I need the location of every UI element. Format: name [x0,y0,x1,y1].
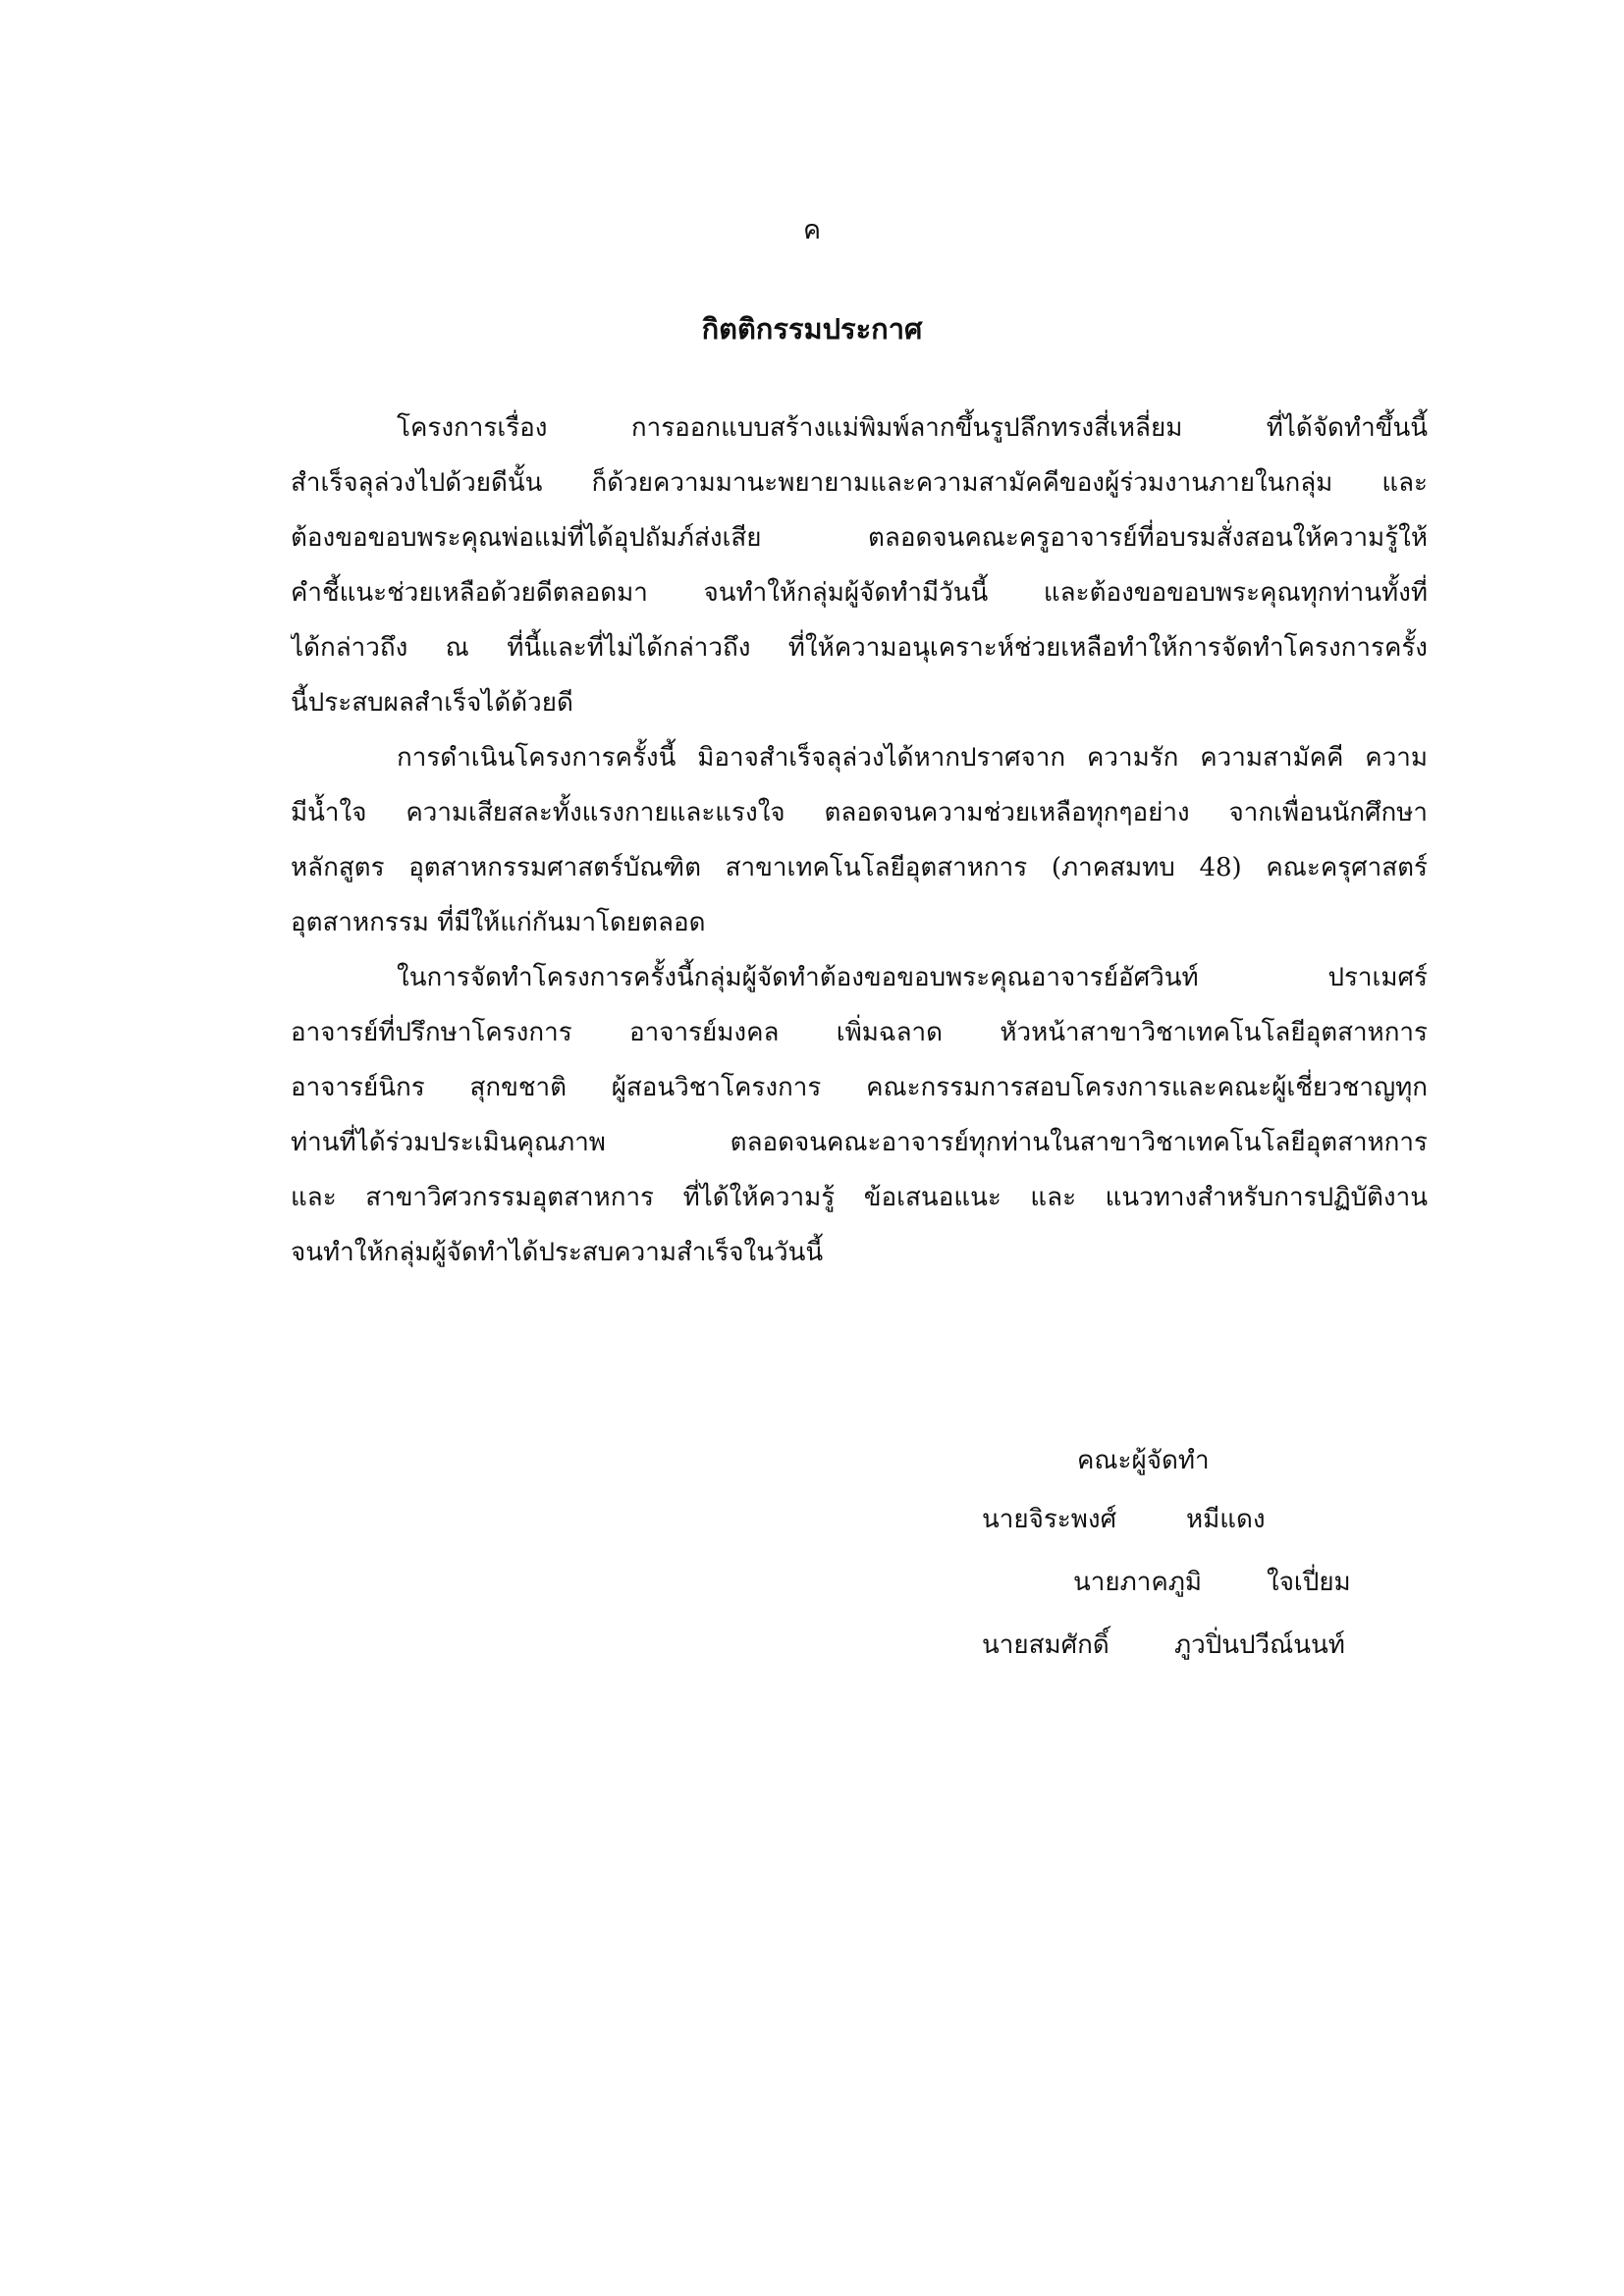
member-name: นายภาคภูมิ [1073,1568,1203,1597]
paragraph-2 [291,730,1428,950]
paragraph-1 [291,400,1428,730]
paragraph-line: มีน้ำใจ ความเสียสละทั้งแรงกายและแรงใจ ตลอดจนความช่วยเหลือทุกๆอย่าง จากเพื่อนนักศึกษา [291,798,1428,828]
paragraph-line: โครงการเรื่อง การออกแบบสร้างแม่พิมพ์ลากขึ้นรูปลึกทรงสี่เหลี่ยม ที่ได้จัดทำขึ้นนี้ [397,413,1428,443]
member-name: นายสมศักดิ์ [982,1630,1110,1660]
paragraph-line: อาจารย์นิกร สุกขชาติ ผู้สอนวิชาโครงการ คณะกรรมการสอบโครงการและคณะผู้เชี่ยวชาญทุก [291,1073,1428,1102]
member-surname: หมีแดง [1186,1505,1266,1534]
paragraph-line: และ สาขาวิศวกรรมอุตสาหการ ที่ได้ให้ความรู้ ข้อเสนอแนะ และ แนวทางสำหรับการปฏิบัติงาน [291,1183,1428,1212]
paragraph-line: จนทำให้กลุ่มผู้จัดทำได้ประสบความสำเร็จในวันนี้ [291,1238,824,1267]
member-name: นายจิระพงศ์ [982,1505,1117,1534]
paragraph-line: คำชี้แนะช่วยเหลือด้วยดีตลอดมา จนทำให้กลุ่มผู้จัดทำมีวันนี้ และต้องขอขอบพระคุณทุกท่านทั้งที่ [291,578,1428,608]
acknowledgement-body [291,400,1428,1280]
paragraph-line: สำเร็จลุล่วงไปด้วยดีนั้น ก็ด้วยความมานะพยายามและความสามัคคีของผู้ร่วมงานภายในกลุ่ม และ [291,468,1428,498]
paragraph-line: อุตสาหกรรม ที่มีให้แก่กันมาโดยตลอด [291,908,706,937]
page-number: ค [802,215,822,245]
paragraph-3 [291,950,1428,1280]
signature-title: คณะผู้จัดทำ [1077,1446,1210,1475]
paragraph-line: ต้องขอขอบพระคุณพ่อแม่ที่ได้อุปถัมภ์ส่งเสีย ตลอดจนคณะครูอาจารย์ที่อบรมสั่งสอนให้ความรู้ให้ [291,523,1428,553]
paragraph-line: นี้ประสบผลสำเร็จได้ด้วยดี [291,688,573,718]
paragraph-line: ท่านที่ได้ร่วมประเมินคุณภาพ ตลอดจนคณะอาจารย์ทุกท่านในสาขาวิชาเทคโนโลยีอุตสาหการ [291,1128,1428,1157]
paragraph-line: ได้กล่าวถึง ณ ที่นี้และที่ไม่ได้กล่าวถึง ที่ให้ความอนุเคราะห์ช่วยเหลือทำให้การจัดทำโครงการครั้ง [291,633,1428,663]
member-surname: ภูวปิ่นปวีณ์นนท์ [1174,1630,1345,1660]
paragraph-line: ในการจัดทำโครงการครั้งนี้กลุ่มผู้จัดทำต้องขอขอบพระคุณอาจารย์อัศวินท์ ปราเมศร์ [397,963,1428,992]
paragraph-line: หลักสูตร อุตสาหกรรมศาสตร์บัณฑิต สาขาเทคโนโลยีอุตสาหการ (ภาคสมทบ 48) คณะครุศาสตร์ [291,853,1428,882]
page-title: กิตติกรรมประกาศ [701,312,923,346]
member-surname: ใจเปี่ยม [1267,1568,1351,1597]
paragraph-line: การดำเนินโครงการครั้งนี้ มิอาจสำเร็จลุล่วงได้หากปราศจาก ความรัก ความสามัคคี ความ [397,743,1428,773]
paragraph-line: อาจารย์ที่ปรึกษาโครงการ อาจารย์มงคล เพิ่มฉลาด หัวหน้าสาขาวิชาเทคโนโลยีอุตสาหการ [291,1018,1428,1047]
